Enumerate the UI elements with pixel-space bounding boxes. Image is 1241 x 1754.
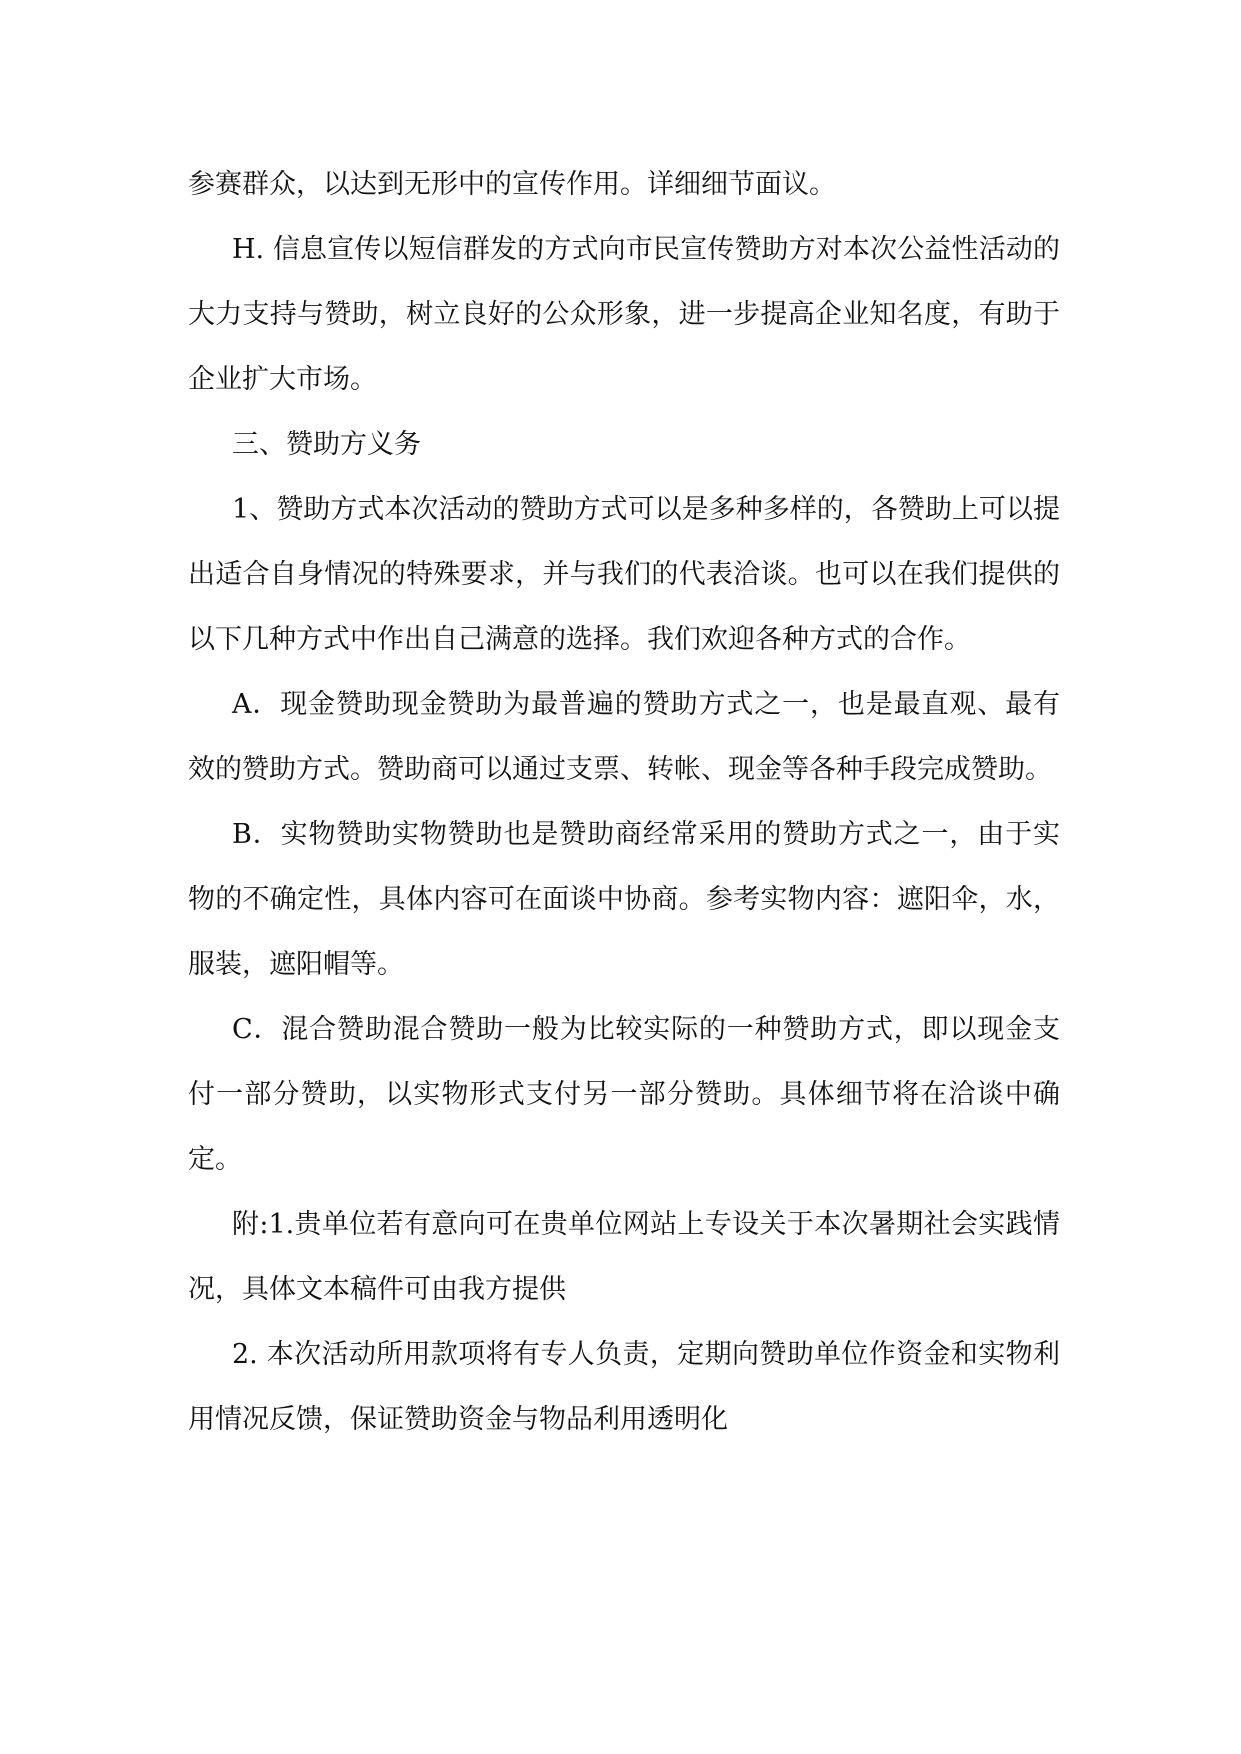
paragraph: A．现金赞助现金赞助为最普遍的赞助方式之一，也是最直观、最有效的赞助方式。赞助商可以通过支票、转帐、现金等各种手段完成赞助。 [188, 689, 1060, 785]
paragraph: C．混合赞助混合赞助一般为比较实际的一种赞助方式，即以现金支付一部分赞助，以实物形式支付另一部分赞助。具体细节将在洽谈中确定。 [188, 1014, 1060, 1175]
paragraph: 参赛群众，以达到无形中的宣传作用。详细细节面议。 [188, 169, 836, 200]
paragraph: 2. 本次活动所用款项将有专人负责，定期向赞助单位作资金和实物利用情况反馈，保证赞助资金与物品利用透明化 [188, 1339, 1060, 1435]
paragraph: 1、赞助方式本次活动的赞助方式可以是多种多样的，各赞助上可以提出适合自身情况的特殊要求，并与我们的代表洽谈。也可以在我们提供的以下几种方式中作出自己满意的选择。我们欢迎各种方式的合作。 [188, 494, 1060, 655]
paragraph: B．实物赞助实物赞助也是赞助商经常采用的赞助方式之一，由于实物的不确定性，具体内容可在面谈中协商。参考实物内容：遮阳伞，水，服装，遮阳帽等。 [188, 819, 1060, 980]
paragraph: 附:1.贵单位若有意向可在贵单位网站上专设关于本次暑期社会实践情况，具体文本稿件可由我方提供 [188, 1209, 1060, 1305]
document-body [188, 152, 1060, 1452]
paragraph: H. 信息宣传以短信群发的方式向市民宣传赞助方对本次公益性活动的大力支持与赞助，树立良好的公众形象，进一步提高企业知名度，有助于企业扩大市场。 [188, 234, 1060, 395]
section-heading: 三、赞助方义务 [232, 429, 421, 460]
